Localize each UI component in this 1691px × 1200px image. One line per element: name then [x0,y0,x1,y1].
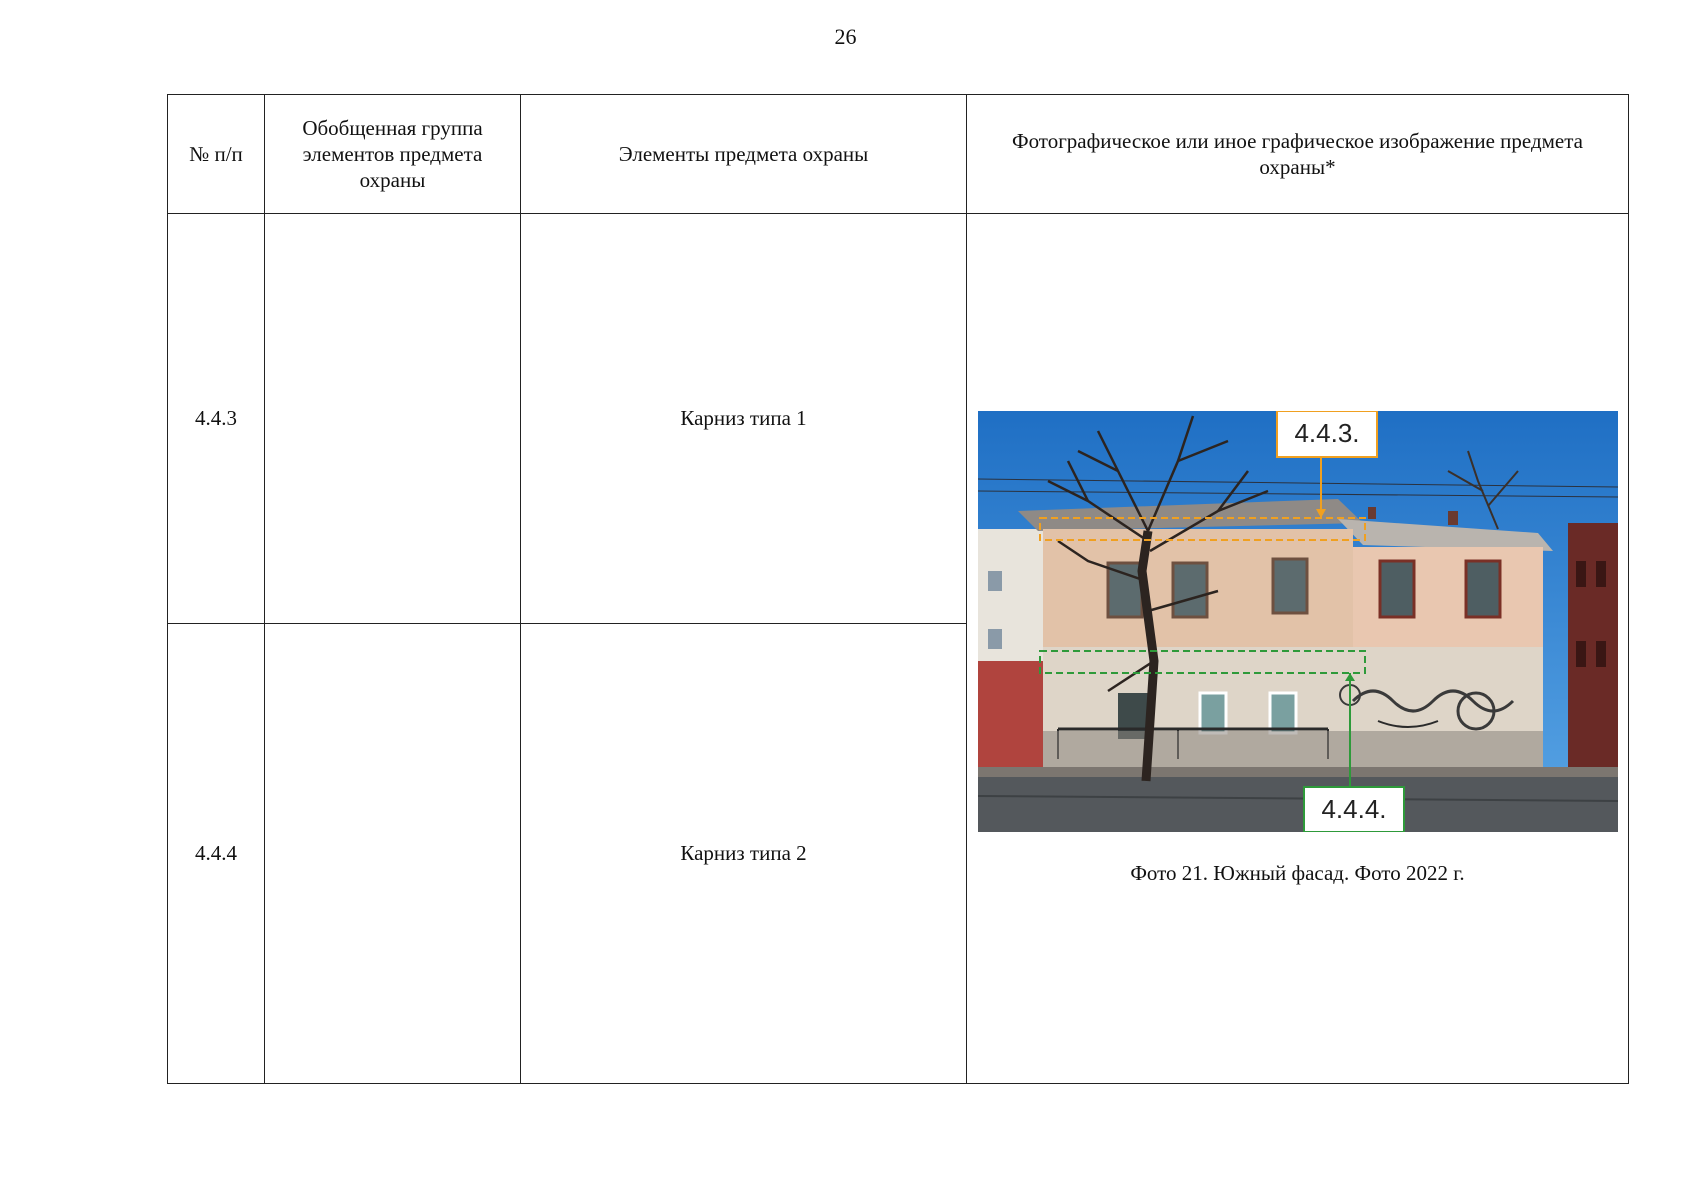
header-image: Фотографическое или иное графическое изображение предмета охраны* [967,95,1629,214]
header-group: Обобщенная группа элементов предмета охраны [265,95,521,214]
row-number: 4.4.4 [168,624,265,1084]
row-group [265,624,521,1084]
table-row [168,214,1629,624]
row-number: 4.4.3 [168,214,265,624]
callout-label-444: 4.4.4. [1320,793,1387,824]
photo-caption: Фото 21. Южный фасад. Фото 2022 г. [1130,860,1465,885]
photo-block [967,411,1628,886]
table-header-row [168,95,1629,214]
photo-cell [967,214,1629,1084]
page-number: 26 [834,24,857,49]
facade-photo [978,411,1618,832]
protection-elements-table [167,94,1629,1084]
header-elements: Элементы предмета охраны [521,95,967,214]
row-element: Карниз типа 1 [521,214,967,624]
row-group [265,214,521,624]
row-element: Карниз типа 2 [521,624,967,1084]
header-number: № п/п [168,95,265,214]
callout-label-443: 4.4.3. [1293,417,1360,448]
